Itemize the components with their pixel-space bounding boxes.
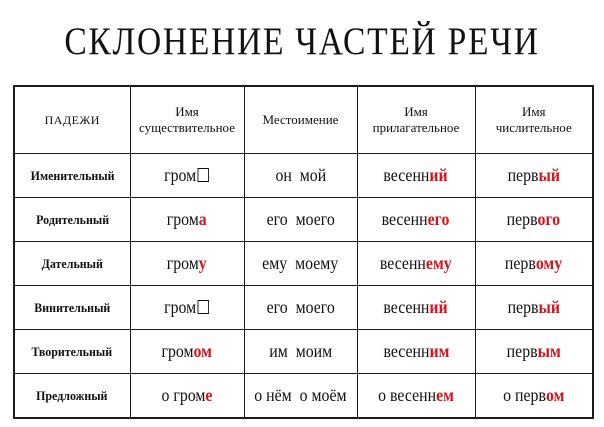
adjective-ending: ий bbox=[429, 165, 449, 185]
pronoun-cell bbox=[244, 374, 357, 419]
table-row bbox=[14, 374, 593, 419]
case-name-cell bbox=[14, 330, 130, 374]
case-name: Винительный bbox=[34, 299, 111, 315]
header-numeral-line-1: Имя bbox=[521, 104, 546, 119]
numeral-ending: ого bbox=[537, 209, 561, 229]
adjective-ending: ем bbox=[436, 385, 454, 405]
adjective-word bbox=[384, 165, 448, 186]
zero-ending-icon bbox=[198, 300, 209, 314]
pronoun-word: его моего bbox=[266, 297, 335, 317]
noun-word bbox=[167, 253, 207, 274]
noun-cell bbox=[130, 242, 244, 286]
numeral-stem: перв bbox=[506, 341, 538, 361]
case-name-cell bbox=[14, 154, 130, 198]
noun-stem: гром bbox=[167, 209, 200, 229]
noun-cell bbox=[130, 198, 244, 242]
adjective-stem: весенн bbox=[383, 341, 430, 361]
zero-ending-icon bbox=[198, 168, 209, 182]
adjective-stem: весенн bbox=[383, 297, 430, 317]
pronoun-word: о нём о моём bbox=[254, 385, 347, 405]
pronoun-word: им моим bbox=[269, 341, 332, 361]
table-body bbox=[14, 154, 593, 419]
pronoun-cell bbox=[244, 242, 357, 286]
numeral-stem: перв bbox=[506, 209, 538, 229]
pronoun-word: его моего bbox=[266, 209, 335, 229]
adjective-ending: его bbox=[428, 209, 450, 229]
noun-cell bbox=[130, 154, 244, 198]
numeral-ending: ому bbox=[536, 253, 563, 273]
noun-cell bbox=[130, 330, 244, 374]
numeral-cell bbox=[475, 374, 593, 419]
pronoun-cell bbox=[244, 198, 357, 242]
adjective-stem: весенн bbox=[382, 209, 429, 229]
numeral-word bbox=[503, 385, 564, 406]
header-noun-line-1: Имя bbox=[175, 104, 199, 119]
pronoun-cell bbox=[244, 286, 357, 330]
table-row bbox=[14, 198, 593, 242]
noun-stem: о гром bbox=[161, 385, 206, 405]
header-pronoun bbox=[244, 86, 357, 154]
noun-word bbox=[167, 209, 207, 230]
case-name: Дательный bbox=[41, 255, 103, 271]
case-name: Творительный bbox=[31, 343, 113, 359]
noun-stem: гром bbox=[164, 297, 197, 317]
adjective-ending: ий bbox=[429, 297, 449, 317]
numeral-ending: ый bbox=[538, 165, 560, 185]
header-noun-line-2: существительное bbox=[138, 120, 235, 135]
noun-word bbox=[162, 341, 212, 362]
numeral-cell bbox=[475, 198, 593, 242]
numeral-word bbox=[505, 253, 562, 274]
adjective-cell bbox=[357, 198, 475, 242]
numeral-cell bbox=[475, 286, 593, 330]
header-adjective-line-1: Имя bbox=[404, 104, 428, 119]
adjective-word bbox=[384, 297, 448, 318]
table-row bbox=[14, 330, 593, 374]
header-numeral-line-2: числительное bbox=[495, 120, 572, 135]
numeral-ending: ом bbox=[545, 385, 565, 405]
case-name-cell bbox=[14, 198, 130, 242]
numeral-ending: ый bbox=[538, 297, 560, 317]
numeral-word bbox=[507, 209, 561, 230]
header-adjective bbox=[357, 86, 475, 154]
noun-word bbox=[162, 385, 213, 406]
numeral-stem: перв bbox=[507, 165, 539, 185]
noun-cell bbox=[130, 374, 244, 419]
numeral-stem: о перв bbox=[503, 385, 546, 405]
adjective-cell bbox=[357, 286, 475, 330]
case-name: Именительный bbox=[30, 167, 115, 183]
page-title: СКЛОНЕНИЕ ЧАСТЕЙ РЕЧИ bbox=[64, 20, 540, 63]
adjective-cell bbox=[357, 374, 475, 419]
pronoun-cell bbox=[244, 154, 357, 198]
adjective-word bbox=[380, 253, 452, 274]
case-name-cell bbox=[14, 374, 130, 419]
case-name-cell bbox=[14, 286, 130, 330]
header-noun bbox=[130, 86, 244, 154]
noun-word bbox=[164, 165, 209, 186]
numeral-word bbox=[508, 297, 560, 318]
pronoun-word: он мой bbox=[275, 165, 326, 185]
declension-table bbox=[13, 85, 594, 419]
case-name-cell bbox=[14, 242, 130, 286]
adjective-stem: весенн bbox=[383, 165, 430, 185]
pronoun-word: ему моему bbox=[262, 253, 339, 273]
numeral-word bbox=[507, 341, 561, 362]
case-name: Родительный bbox=[35, 211, 109, 227]
header-pronoun-line-1: Местоимение bbox=[262, 112, 339, 127]
adjective-ending: им bbox=[429, 341, 449, 361]
numeral-ending: ым bbox=[537, 341, 561, 361]
noun-ending: е bbox=[205, 385, 213, 405]
pronoun-cell bbox=[244, 330, 357, 374]
adjective-ending: ему bbox=[426, 253, 452, 273]
numeral-stem: перв bbox=[505, 253, 537, 273]
numeral-stem: перв bbox=[507, 297, 539, 317]
case-name: Предложный bbox=[36, 387, 108, 403]
adjective-word bbox=[382, 209, 450, 230]
numeral-word bbox=[508, 165, 560, 186]
adjective-word bbox=[378, 385, 454, 406]
adjective-stem: о весенн bbox=[378, 385, 437, 405]
table-row bbox=[14, 286, 593, 330]
noun-ending: у bbox=[199, 253, 207, 273]
header-case bbox=[14, 86, 130, 154]
table-row bbox=[14, 242, 593, 286]
noun-ending: ом bbox=[193, 341, 213, 361]
numeral-cell bbox=[475, 242, 593, 286]
adjective-cell bbox=[357, 330, 475, 374]
adjective-stem: весенн bbox=[380, 253, 427, 273]
adjective-word bbox=[383, 341, 449, 362]
noun-cell bbox=[130, 286, 244, 330]
adjective-cell bbox=[357, 242, 475, 286]
noun-stem: гром bbox=[167, 253, 200, 273]
adjective-cell bbox=[357, 154, 475, 198]
header-row bbox=[14, 86, 593, 154]
noun-word bbox=[164, 297, 209, 318]
noun-stem: гром bbox=[161, 341, 194, 361]
noun-ending: а bbox=[199, 209, 207, 229]
numeral-cell bbox=[475, 154, 593, 198]
noun-stem: гром bbox=[164, 165, 197, 185]
header-adjective-line-2: прилагательное bbox=[372, 120, 460, 135]
header-case-label: ПАДЕЖИ bbox=[44, 113, 100, 127]
header-numeral bbox=[475, 86, 593, 154]
table-row bbox=[14, 154, 593, 198]
numeral-cell bbox=[475, 330, 593, 374]
